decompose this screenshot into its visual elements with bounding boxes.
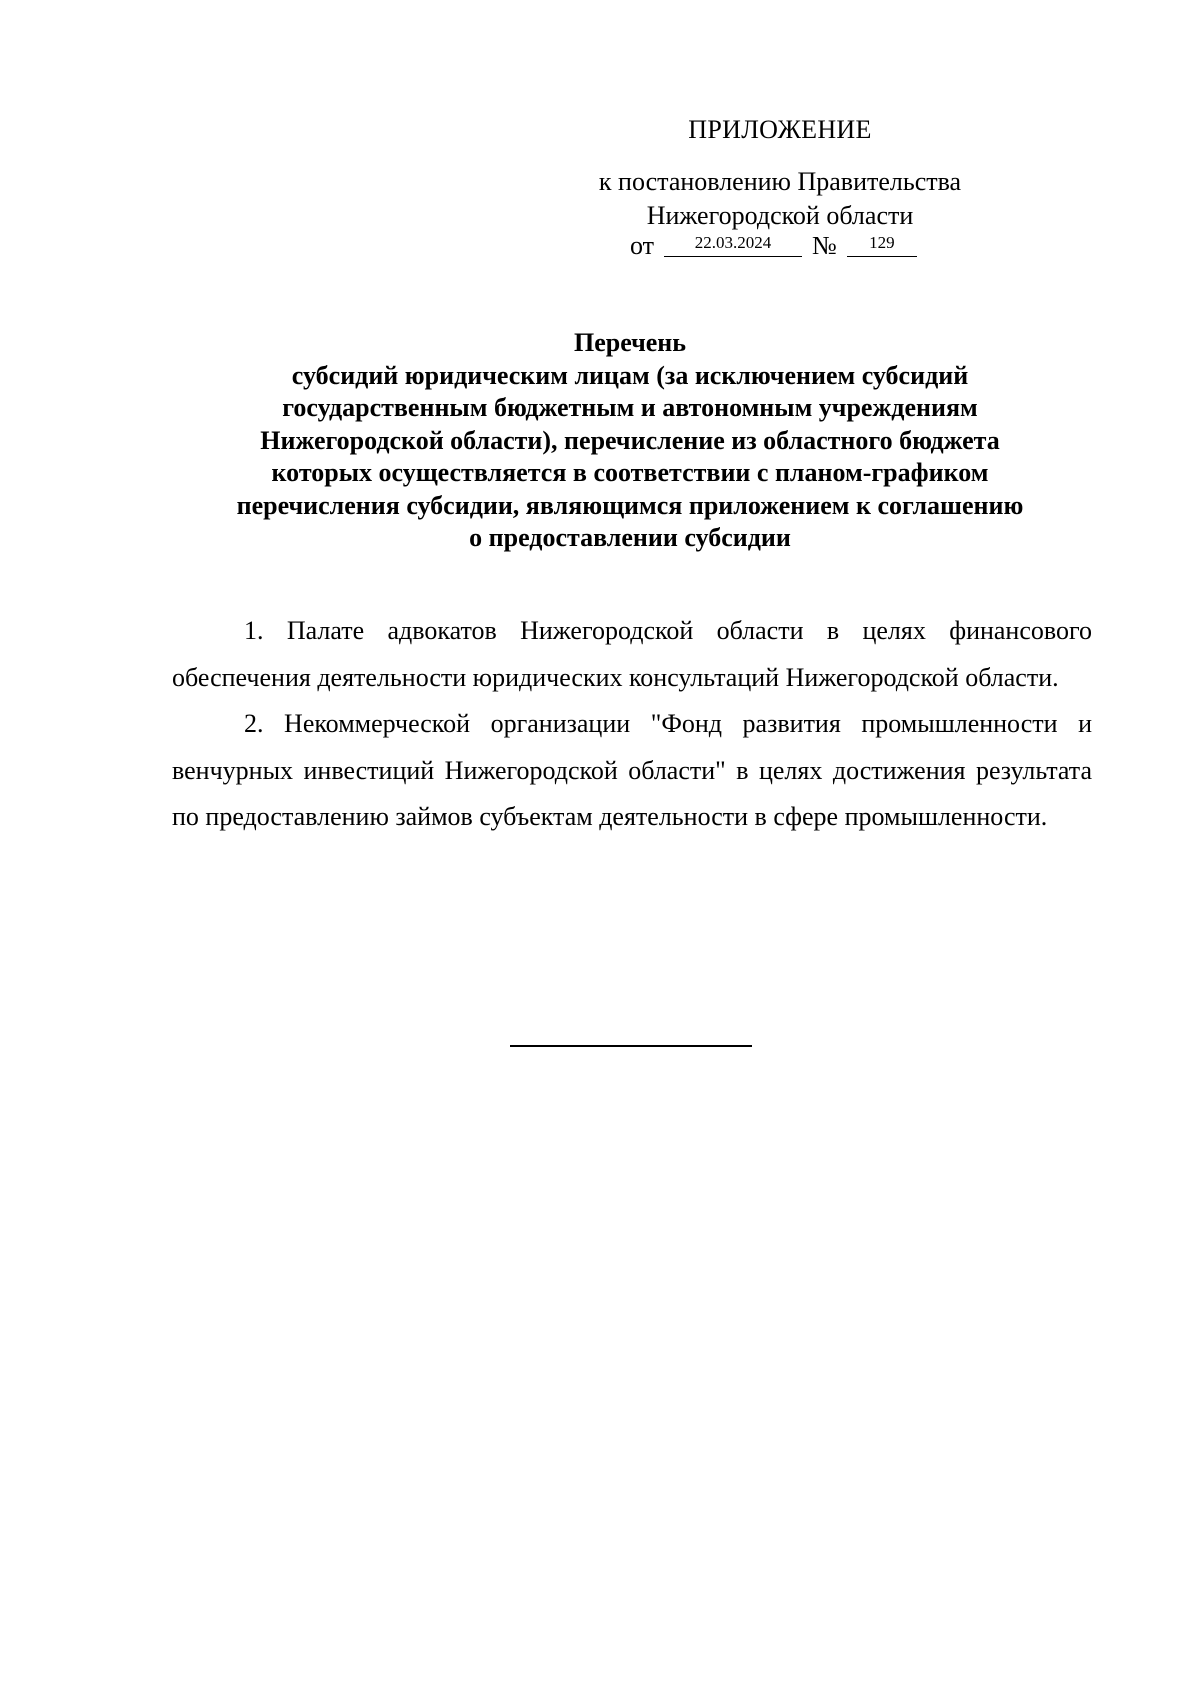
appendix-title: ПРИЛОЖЕНИЕ <box>688 115 872 144</box>
heading-line: субсидий юридическим лицам (за исключением субсидий <box>291 360 969 390</box>
closing-divider <box>510 1045 752 1047</box>
document-heading <box>150 327 1110 555</box>
decree-date-number-line <box>630 229 917 263</box>
list-item-1: 1. Палате адвокатов Нижегородской области в целях финансового обеспечения деятельности юридических консультаций Нижегородской области. <box>172 616 1092 692</box>
heading-title: Перечень <box>573 328 687 357</box>
appendix-reference-line-1: к постановлению Правительства <box>598 167 962 196</box>
number-sign: № <box>812 231 837 260</box>
heading-line: которых осуществляется в соответствии с планом-графиком <box>271 458 989 487</box>
heading-line: Нижегородской области), перечисление из областного бюджета <box>260 425 1000 455</box>
heading-line: государственным бюджетным и автономным учреждениям <box>282 393 978 422</box>
appendix-reference <box>560 165 1000 233</box>
date-prefix: от <box>630 231 655 260</box>
document-body <box>172 608 1092 841</box>
heading-line: перечисления субсидии, являющимся приложением к соглашению <box>236 490 1024 520</box>
heading-line: о предоставлении субсидии <box>469 523 791 552</box>
decree-date: 22.03.2024 <box>664 232 802 257</box>
decree-number: 129 <box>847 232 917 257</box>
list-item-2: 2. Некоммерческой организации "Фонд развития промышленности и венчурных инвестиций Нижегородской области" в целях достижения результата по предоставлению займов субъектам деятельности в сфере промышленности. <box>172 709 1092 831</box>
appendix-reference-line-2: Нижегородской области <box>646 201 914 230</box>
